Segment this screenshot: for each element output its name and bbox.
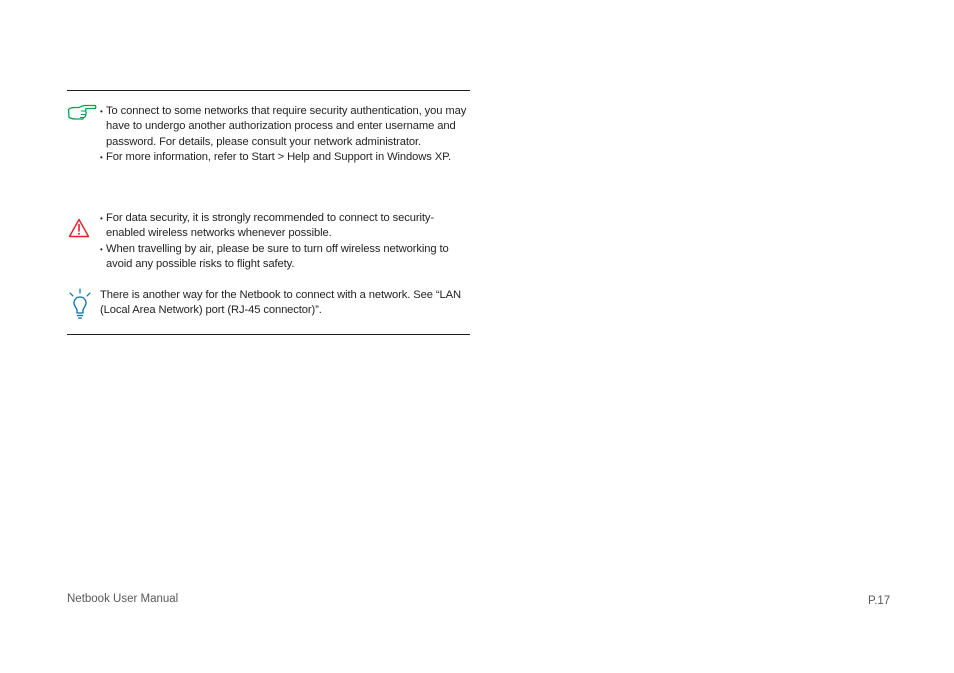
top-divider [67,90,470,91]
page-number: P.17 [868,595,891,607]
lightbulb-icon [67,288,93,325]
tip-text: There is another way for the Netbook to connect with a network. See “LAN (Local Area Network) port (RJ-45 connector)”. [100,289,461,317]
warning-triangle-icon [68,218,90,243]
warning-list [100,211,472,272]
pointing-hand-icon [67,104,97,125]
manual-title: Netbook User Manual [67,593,179,605]
bottom-divider [67,334,470,335]
note-item: • For more information, refer to Start > Help and Support in Windows XP. [100,150,472,165]
note-item: • To connect to some networks that require security authentication, you may have to undergo another authorization process and enter username and password. For details, please consult your network administrator. [100,104,472,150]
warning-item: • For data security, it is strongly recommended to connect to security-enabled wireless networks whenever possible. [100,211,472,242]
note-list [100,104,472,165]
warning-item: • When travelling by air, please be sure to turn off wireless networking to avoid any possible risks to flight safety. [100,242,472,273]
